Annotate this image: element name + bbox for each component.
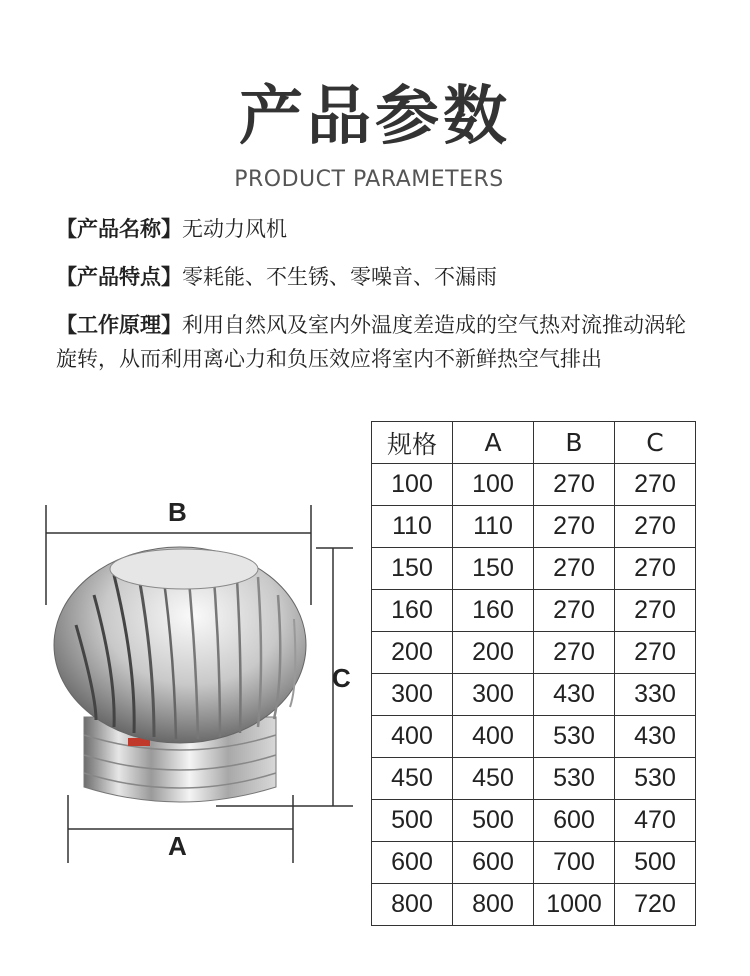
table-cell: 270 [534,590,615,632]
table-cell: 300 [372,674,453,716]
table-cell: 700 [534,842,615,884]
spec-list [56,212,696,389]
table-cell: 150 [372,548,453,590]
spec-label: 【产品特点】 [56,265,182,289]
table-cell: 200 [372,632,453,674]
table-cell: 530 [534,758,615,800]
table-cell: 160 [453,590,534,632]
table-cell: 500 [372,800,453,842]
table-cell: 270 [615,548,696,590]
table-cell: 160 [372,590,453,632]
table-cell: 400 [372,716,453,758]
dimension-label-b: B [168,497,187,527]
page-title: 产品参数 [239,80,511,154]
table-cell: 800 [372,884,453,926]
table-cell: 430 [534,674,615,716]
table-cell: 300 [453,674,534,716]
table-header-row [372,422,696,464]
table-header-cell: C [615,422,696,464]
parameter-table [371,421,696,926]
table-header-cell: A [453,422,534,464]
table-cell: 110 [372,506,453,548]
table-row [372,548,696,590]
table-row [372,800,696,842]
table-cell: 330 [615,674,696,716]
table-cell: 430 [615,716,696,758]
table-cell: 600 [372,842,453,884]
spec-value: 无动力风机 [182,217,287,241]
dimension-label-a: A [168,831,187,861]
table-cell: 600 [453,842,534,884]
table-cell: 110 [453,506,534,548]
table-cell: 100 [453,464,534,506]
table-cell: 100 [372,464,453,506]
table-cell: 450 [453,758,534,800]
table-cell: 530 [534,716,615,758]
table-cell: 500 [615,842,696,884]
table-cell: 530 [615,758,696,800]
table-row [372,506,696,548]
table-cell: 270 [615,632,696,674]
spec-working-principle [56,308,696,376]
table-row [372,842,696,884]
table-row [372,632,696,674]
table-cell: 270 [534,548,615,590]
table-cell: 270 [534,632,615,674]
spec-product-features [56,260,696,295]
table-row [372,884,696,926]
spec-value: 零耗能、不生锈、零噪音、不漏雨 [182,265,497,289]
table-cell: 1000 [534,884,615,926]
table-header-cell: 规格 [372,422,453,464]
spec-label: 【工作原理】 [56,313,182,337]
table-cell: 400 [453,716,534,758]
page-subtitle: PRODUCT PARAMETERS [234,167,504,192]
table-row [372,674,696,716]
table-cell: 450 [372,758,453,800]
product-diagram [36,495,366,875]
table-cell: 270 [534,506,615,548]
table-row [372,758,696,800]
table-cell: 470 [615,800,696,842]
table-cell: 720 [615,884,696,926]
table-cell: 800 [453,884,534,926]
turbine-ventilator-illustration [36,495,366,875]
table-header-cell: B [534,422,615,464]
table-cell: 270 [615,590,696,632]
table-cell: 270 [615,506,696,548]
table-cell: 500 [453,800,534,842]
table-row [372,590,696,632]
spec-label: 【产品名称】 [56,217,182,241]
table-row [372,464,696,506]
table-cell: 600 [534,800,615,842]
table-cell: 270 [615,464,696,506]
table-cell: 270 [534,464,615,506]
spec-value: 利用自然风及室内外温度差造成的空气热对流推动涡轮旋转，从而利用离心力和负压效应将室内不新鲜热空气排出 [56,313,686,371]
table-row [372,716,696,758]
dimension-label-c: C [332,663,351,693]
spec-product-name [56,212,696,247]
table-cell: 200 [453,632,534,674]
table-cell: 150 [453,548,534,590]
